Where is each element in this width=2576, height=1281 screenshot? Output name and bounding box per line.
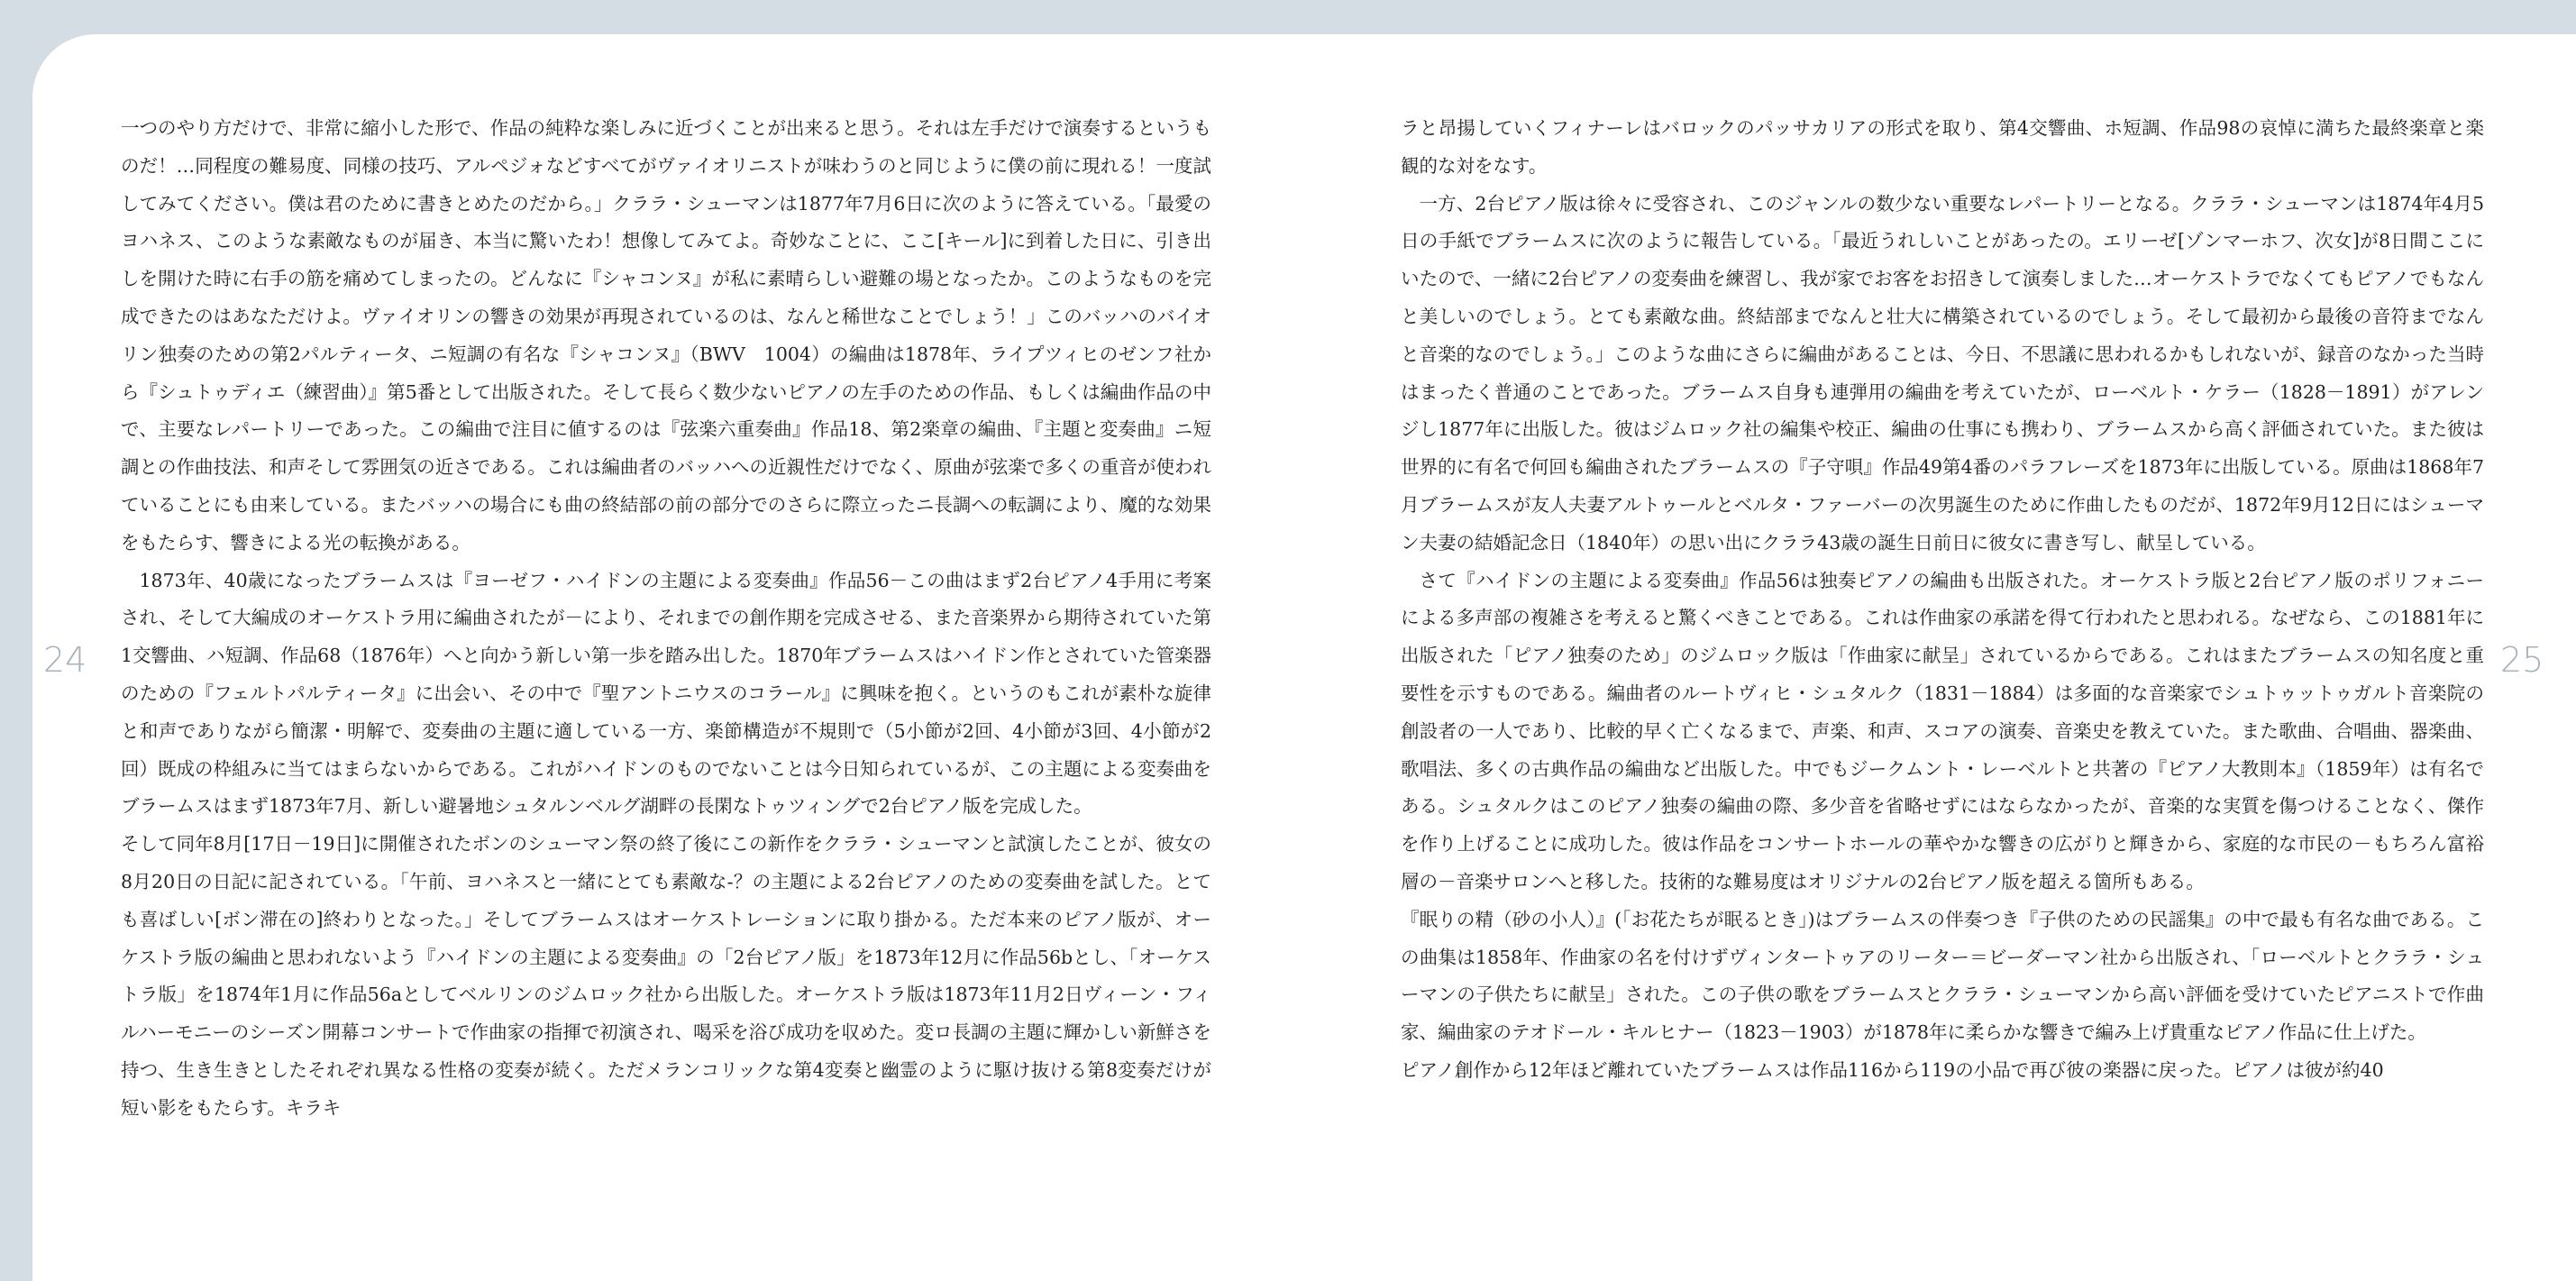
page-number-left: 24: [43, 640, 87, 680]
left-page-text: [121, 110, 1211, 1128]
paragraph: ラと昂揚していくフィナーレはバロックのパッサカリアの形式を取り、第4交響曲、ホ短調、作品98の哀悼に満ちた最終楽章と楽観的な対をなす。: [1401, 117, 2484, 177]
right-page-text: [1401, 110, 2484, 1090]
paragraph: さて『ハイドンの主題による変奏曲』作品56は独奏ピアノの編曲も出版された。オーケストラ版と2台ピアノ版のポリフォニーによる多声部の複雑さを考えると驚くべきことである。これは作曲家の承諾を得て行われたと思われる。なぜなら、この1881年に出版された「ピアノ独奏のため」のジムロック版は「作曲家に献呈」されているからである。これはまたブラームスの知名度と重要性を示すものである。編曲者のルートヴィヒ・シュタルク（1831－1884）は多面的な音楽家でシュトゥットゥガルト音楽院の創設者の一人であり、比較的早く亡くなるまで、声楽、和声、スコアの演奏、音楽史を教えていた。また歌曲、合唱曲、器楽曲、歌唱法、多くの古典作品の編曲など出版した。中でもジークムント・レーベルトと共著の『ピアノ大教則本』（1859年）は有名である。シュタルクはこのピアノ独奏の編曲の際、多少音を省略せずにはならなかったが、音楽的な実質を傷つけることなく、傑作を作り上げることに成功した。彼は作品をコンサートホールの華やかな響きの広がりと輝きから、家庭的な市民の－もちろん富裕層の－音楽サロンへと移した。技術的な難易度はオリジナルの2台ピアノ版を超える箇所もある。: [1401, 569, 2484, 892]
paragraph: 一方、2台ピアノ版は徐々に受容され、このジャンルの数少ない重要なレパートリーとなる。クララ・シューマンは1874年4月5日の手紙でブラームスに次のように報告している。「最近うれしいことがあったの。エリーゼ[ゾンマーホフ、次女]が8日間ここにいたので、一緒に2台ピアノの変奏曲を練習し、我が家でお客をお招きして演奏しました…オーケストラでなくてもピアノでもなんと美しいのでしょう。とても素敵な曲。終結部までなんと壮大に構築されているのでしょう。そして最初から最後の音符までなんと音楽的なのでしょう。」このような曲にさらに編曲があることは、今日、不思議に思われるかもしれないが、録音のなかった当時はまったく普通のことであった。ブラームス自身も連弾用の編曲を考えていたが、ローベルト・ケラー（1828－1891）がアレンジし1877年に出版した。彼はジムロック社の編集や校正、編曲の仕事にも携わり、ブラームスから高く評価されていた。また彼は世界的に有名で何回も編曲されたブラームスの『子守唄』作品49第4番のパラフレーズを1873年に出版している。原曲は1868年7月ブラームスが友人夫妻アルトゥールとベルタ・ファーバーの次男誕生のために作曲したものだが、1872年9月12日にはシューマン夫妻の結婚記念日（1840年）の思い出にクララ43歳の誕生日前日に彼女に書き写し、献呈している。: [1401, 192, 2484, 554]
paragraph: そして同年8月[17日－19日]に開催されたボンのシューマン祭の終了後にこの新作をクララ・シューマンと試演したことが、彼女の8月20日の日記に記されている。「午前、ヨハネスと一緒にとても素敵な-？の主題による2台ピアノのための変奏曲を試した。とても喜ばしい[ボン滞在の]終わりとなった。」そしてブラームスはオーケストレーションに取り掛かる。ただ本来のピアノ版が、オーケストラ版の編曲と思われないよう『ハイドンの主題による変奏曲』の「2台ピアノ版」を1873年12月に作品56bとし、「オーケストラ版」を1874年1月に作品56aとしてベルリンのジムロック社から出版した。オーケストラ版は1873年11月2日ヴィーン・フィルハーモニーのシーズン開幕コンサートで作曲家の指揮で初演され、喝采を浴び成功を収めた。変ロ長調の主題に輝かしい新鮮さを持つ、生き生きとしたそれぞれ異なる性格の変奏が続く。ただメランコリックな第4変奏と幽霊のように駆け抜ける第8変奏だけが短い影をもたらす。キラキ: [121, 833, 1211, 1119]
book-spread: [32, 34, 2576, 1281]
paragraph: 『眠りの精（砂の小人）』(「お花たちが眠るとき」)はブラームスの伴奏つき『子供のための民謡集』の中で最も有名な曲である。この曲集は1858年、作曲家の名を付けずヴィンタートゥアのリーター＝ビーダーマン社から出版され、「ローベルトとクララ・シューマンの子供たちに献呈」された。この子供の歌をブラームスとクララ・シューマンから高い評価を受けていたピアニストで作曲家、編曲家のテオドール・キルヒナー（1823－1903）が1878年に柔らかな響きで編み上げ貴重なピアノ作品に仕上げた。: [1401, 908, 2484, 1044]
page-number-right: 25: [2500, 640, 2544, 680]
paragraph: ピアノ創作から12年ほど離れていたブラームスは作品116から119の小品で再び彼の楽器に戻った。ピアノは彼が約40: [1401, 1058, 2384, 1081]
paragraph: 1873年、40歳になったブラームスは『ヨーゼフ・ハイドンの主題による変奏曲』作品56－この曲はまず2台ピアノ4手用に考案され、そして大編成のオーケストラ用に編曲されたが－により、それまでの創作期を完成させる、また音楽界から期待されていた第1交響曲、ハ短調、作品68（1876年）へと向かう新しい第一歩を踏み出した。1870年ブラームスはハイドン作とされていた管楽器のための『フェルトパルティータ』に出会い、その中で『聖アントニウスのコラール』に興味を抱く。というのもこれが素朴な旋律と和声でありながら簡潔・明解で、変奏曲の主題に適している一方、楽節構造が不規則で（5小節が2回、4小節が3回、4小節が2回）既成の枠組みに当てはまらないからである。これがハイドンのものでないことは今日知られているが、この主題による変奏曲をブラームスはまず1873年7月、新しい避暑地シュタルンベルグ湖畔の長閑なトゥツィングで2台ピアノ版を完成した。: [121, 569, 1211, 818]
paragraph: 一つのやり方だけで、非常に縮小した形で、作品の純粋な楽しみに近づくことが出来ると思う。それは左手だけで演奏するというものだ！…同程度の難易度、同様の技巧、アルペジォなどすべてがヴァイオリニストが味わうのと同じように僕の前に現れる！一度試してみてください。僕は君のために書きとめたのだから。」クララ・シューマンは1877年7月6日に次のように答えている。「最愛のヨハネス、このような素敵なものが届き、本当に驚いたわ！想像してみてよ。奇妙なことに、ここ[キール]に到着した日に、引き出しを開けた時に右手の筋を痛めてしまったの。どんなに『シャコンヌ』が私に素晴らしい避難の場となったか。このようなものを完成できたのはあなただけよ。ヴァイオリンの響きの効果が再現されているのは、なんと稀世なことでしょう！」このバッハのバイオリン独奏のための第2パルティータ、ニ短調の有名な『シャコンヌ』（BWV 1004）の編曲は1878年、ライプツィヒのゼンフ社から『シュトゥディエ（練習曲）』第5番として出版された。そして長らく数少ないピアノの左手のための作品、もしくは編曲作品の中で、主要なレパートリーであった。この編曲で注目に値するのは『弦楽六重奏曲』作品18、第2楽章の編曲、『主題と変奏曲』ニ短調との作曲技法、和声そして雰囲気の近さである。これは編曲者のバッハへの近親性だけでなく、原曲が弦楽で多くの重音が使われていることにも由来している。またバッハの場合にも曲の終結部の前の部分でのさらに際立ったニ長調への転調により、魔的な効果をもたらす、響きによる光の転換がある。: [121, 117, 1211, 554]
